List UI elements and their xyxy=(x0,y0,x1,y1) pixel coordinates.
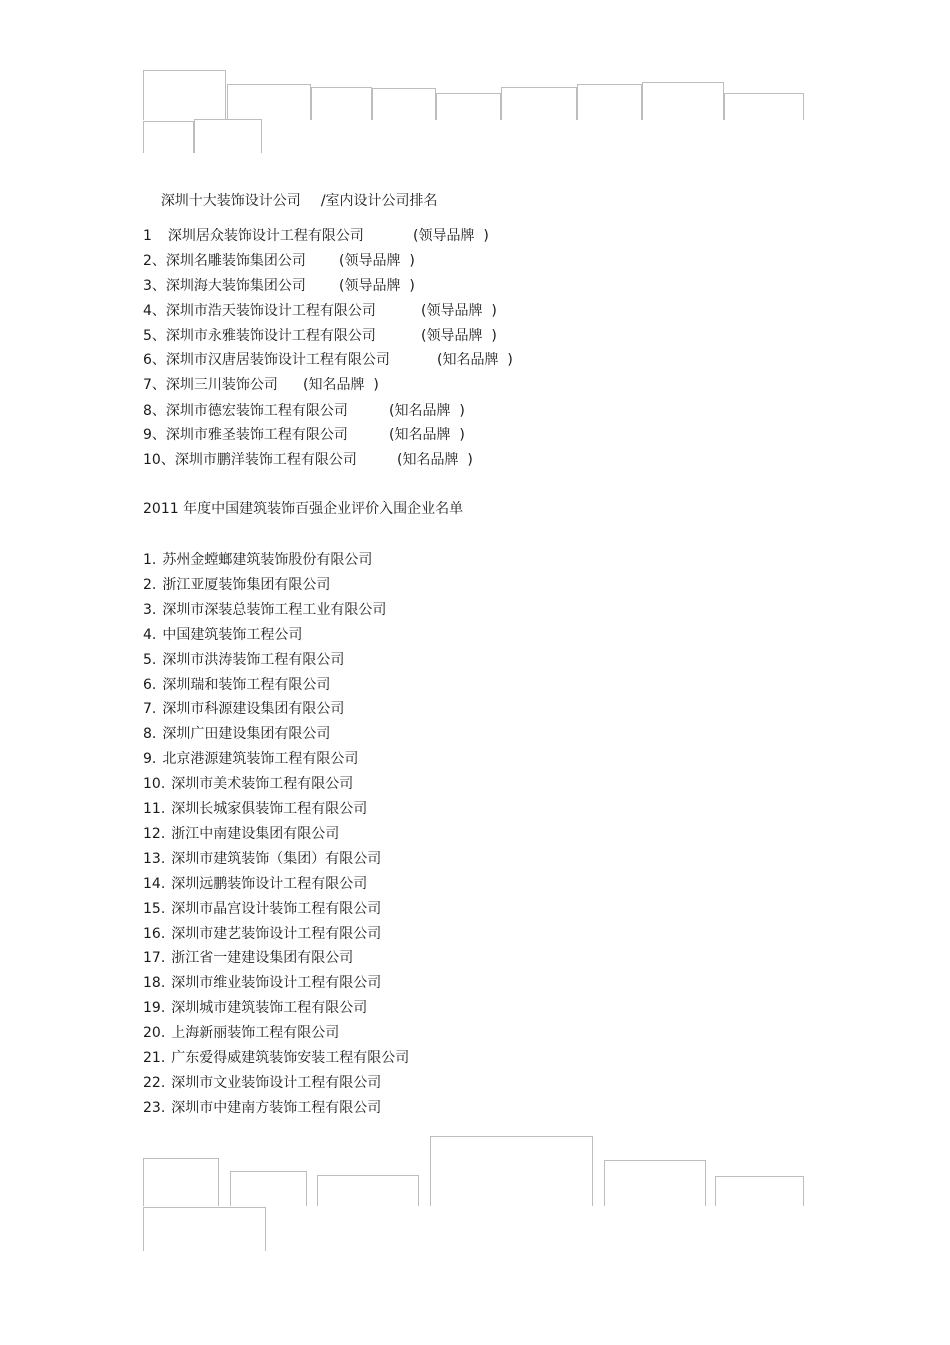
list-item xyxy=(143,1049,409,1067)
brand-tag: (知名品牌 ) xyxy=(303,377,379,393)
list-item xyxy=(143,327,497,345)
item-number: 7. xyxy=(143,701,157,717)
brand-tag: (知名品牌 ) xyxy=(437,352,513,368)
section1-title xyxy=(143,174,438,228)
item-separator: 、 xyxy=(151,427,166,443)
section1-title-right: /室内设计公司排名 xyxy=(320,193,438,209)
list-item xyxy=(143,875,367,893)
company-name: 浙江亚厦装饰集团有限公司 xyxy=(162,577,331,593)
company-name: 深圳海大装饰集团公司 xyxy=(165,278,306,294)
company-name: 深圳市汉唐居装饰设计工程有限公司 xyxy=(165,352,390,368)
company-name: 深圳市文业装饰设计工程有限公司 xyxy=(171,1075,382,1091)
list-item xyxy=(143,850,381,868)
frame-box xyxy=(430,1136,593,1206)
company-name: 深圳瑞和装饰工程有限公司 xyxy=(162,677,331,693)
frame-box xyxy=(143,1207,266,1251)
company-name: 深圳居众装饰设计工程有限公司 xyxy=(167,228,364,244)
list-item xyxy=(143,227,489,245)
item-number: 3. xyxy=(143,602,157,618)
company-name: 深圳长城家俱装饰工程有限公司 xyxy=(171,801,368,817)
item-number: 6 xyxy=(143,352,152,368)
item-separator: 、 xyxy=(151,303,166,319)
list-item xyxy=(143,676,330,694)
brand-tag: (知名品牌 ) xyxy=(389,403,465,419)
list-item xyxy=(143,302,497,320)
company-name: 深圳市雅圣装饰工程有限公司 xyxy=(165,427,348,443)
company-name: 深圳市建艺装饰设计工程有限公司 xyxy=(171,926,382,942)
list-item xyxy=(143,601,386,619)
company-name: 浙江省一建建设集团有限公司 xyxy=(171,950,354,966)
item-number: 10. xyxy=(143,776,166,792)
list-item xyxy=(143,651,344,669)
item-number: 10 xyxy=(143,452,161,468)
company-name: 上海新丽装饰工程有限公司 xyxy=(171,1025,340,1041)
company-name: 浙江中南建设集团有限公司 xyxy=(171,826,340,842)
company-name: 广东爱得威建筑装饰安装工程有限公司 xyxy=(171,1050,410,1066)
item-number: 17. xyxy=(143,950,166,966)
list-item xyxy=(143,999,367,1017)
item-separator: 、 xyxy=(151,352,166,368)
item-number: 11. xyxy=(143,801,166,817)
list-item xyxy=(143,725,330,743)
item-number: 21. xyxy=(143,1050,166,1066)
item-number: 4. xyxy=(143,627,157,643)
company-name: 中国建筑装饰工程公司 xyxy=(162,627,303,643)
item-number: 16. xyxy=(143,926,166,942)
item-number: 13. xyxy=(143,851,166,867)
item-number: 5 xyxy=(143,328,152,344)
item-separator: 、 xyxy=(151,253,166,269)
item-number: 19. xyxy=(143,1000,166,1016)
item-separator: 、 xyxy=(151,328,166,344)
item-number: 9. xyxy=(143,751,157,767)
company-name: 深圳广田建设集团有限公司 xyxy=(162,726,331,742)
item-separator: 、 xyxy=(151,278,166,294)
frame-box xyxy=(577,84,642,120)
list-item xyxy=(143,451,473,469)
brand-tag: (知名品牌 ) xyxy=(389,427,465,443)
list-item xyxy=(143,974,381,992)
item-number: 7 xyxy=(143,377,152,393)
section1-title-left: 深圳十大装饰设计公司 xyxy=(160,193,301,209)
list-item xyxy=(143,351,513,369)
list-item xyxy=(143,700,344,718)
brand-tag: (领导品牌 ) xyxy=(421,328,497,344)
item-number: 12. xyxy=(143,826,166,842)
brand-tag: (知名品牌 ) xyxy=(397,452,473,468)
item-number: 8. xyxy=(143,726,157,742)
brand-tag: (领导品牌 ) xyxy=(339,253,415,269)
list-item xyxy=(143,750,358,768)
item-number: 4 xyxy=(143,303,152,319)
frame-box xyxy=(436,93,501,120)
list-item xyxy=(143,1074,381,1092)
list-item xyxy=(143,925,381,943)
company-name: 深圳市德宏装饰工程有限公司 xyxy=(165,403,348,419)
company-name: 深圳市科源建设集团有限公司 xyxy=(162,701,345,717)
brand-tag: (领导品牌 ) xyxy=(413,228,489,244)
company-name: 深圳市维业装饰设计工程有限公司 xyxy=(171,975,382,991)
item-number: 3 xyxy=(143,278,152,294)
company-name: 深圳市浩天装饰设计工程有限公司 xyxy=(165,303,376,319)
frame-box xyxy=(715,1176,804,1206)
list-item xyxy=(143,376,379,394)
item-number: 14. xyxy=(143,876,166,892)
list-item xyxy=(143,900,381,918)
item-separator: 、 xyxy=(151,403,166,419)
list-item xyxy=(143,551,372,569)
company-name: 深圳市美术装饰工程有限公司 xyxy=(171,776,354,792)
list-item xyxy=(143,949,353,967)
frame-box xyxy=(724,93,804,120)
frame-box xyxy=(143,1158,219,1206)
item-number: 2 xyxy=(143,253,152,269)
section2-title: 2011 年度中国建筑装饰百强企业评价入围企业名单 xyxy=(143,501,464,517)
frame-box xyxy=(372,88,436,120)
item-number: 2. xyxy=(143,577,157,593)
list-item xyxy=(143,825,339,843)
list-item xyxy=(143,1099,381,1117)
item-number: 20. xyxy=(143,1025,166,1041)
company-name: 苏州金螳螂建筑装饰股份有限公司 xyxy=(162,552,373,568)
company-name: 深圳市深装总装饰工程工业有限公司 xyxy=(162,602,387,618)
list-item xyxy=(143,252,415,270)
company-name: 深圳远鹏装饰设计工程有限公司 xyxy=(171,876,368,892)
company-name: 深圳市晶宫设计装饰工程有限公司 xyxy=(171,901,382,917)
list-item xyxy=(143,277,415,295)
company-name: 深圳市中建南方装饰工程有限公司 xyxy=(171,1100,382,1116)
brand-tag: (领导品牌 ) xyxy=(339,278,415,294)
company-name: 深圳市洪涛装饰工程有限公司 xyxy=(162,652,345,668)
brand-tag: (领导品牌 ) xyxy=(421,303,497,319)
frame-box xyxy=(604,1160,706,1206)
frame-box xyxy=(317,1175,419,1206)
list-item xyxy=(143,426,465,444)
item-number: 1. xyxy=(143,552,157,568)
company-name: 北京港源建筑装饰工程有限公司 xyxy=(162,751,359,767)
frame-box xyxy=(311,87,372,120)
frame-box xyxy=(227,84,311,120)
list-item xyxy=(143,800,367,818)
list-item xyxy=(143,1024,339,1042)
frame-box xyxy=(194,119,262,153)
list-item xyxy=(143,775,353,793)
list-item xyxy=(143,402,465,420)
list-item xyxy=(143,626,302,644)
company-name: 深圳市建筑装饰（集团）有限公司 xyxy=(171,851,382,867)
item-separator: 、 xyxy=(160,452,175,468)
item-number: 15. xyxy=(143,901,166,917)
frame-box xyxy=(143,70,226,120)
list-item xyxy=(143,576,330,594)
item-number: 5. xyxy=(143,652,157,668)
item-number: 22. xyxy=(143,1075,166,1091)
company-name: 深圳城市建筑装饰工程有限公司 xyxy=(171,1000,368,1016)
item-separator: 、 xyxy=(151,377,166,393)
company-name: 深圳市永雅装饰设计工程有限公司 xyxy=(165,328,376,344)
item-number: 23. xyxy=(143,1100,166,1116)
frame-box xyxy=(143,121,194,153)
frame-box xyxy=(642,82,724,120)
company-name: 深圳名雕装饰集团公司 xyxy=(165,253,306,269)
item-number: 9 xyxy=(143,427,152,443)
item-number: 6. xyxy=(143,677,157,693)
frame-box xyxy=(230,1171,307,1206)
item-number: 18. xyxy=(143,975,166,991)
item-number: 1 xyxy=(143,228,152,244)
company-name: 深圳三川装饰公司 xyxy=(165,377,278,393)
frame-box xyxy=(501,87,577,120)
item-number: 8 xyxy=(143,403,152,419)
company-name: 深圳市鹏洋装饰工程有限公司 xyxy=(174,452,357,468)
